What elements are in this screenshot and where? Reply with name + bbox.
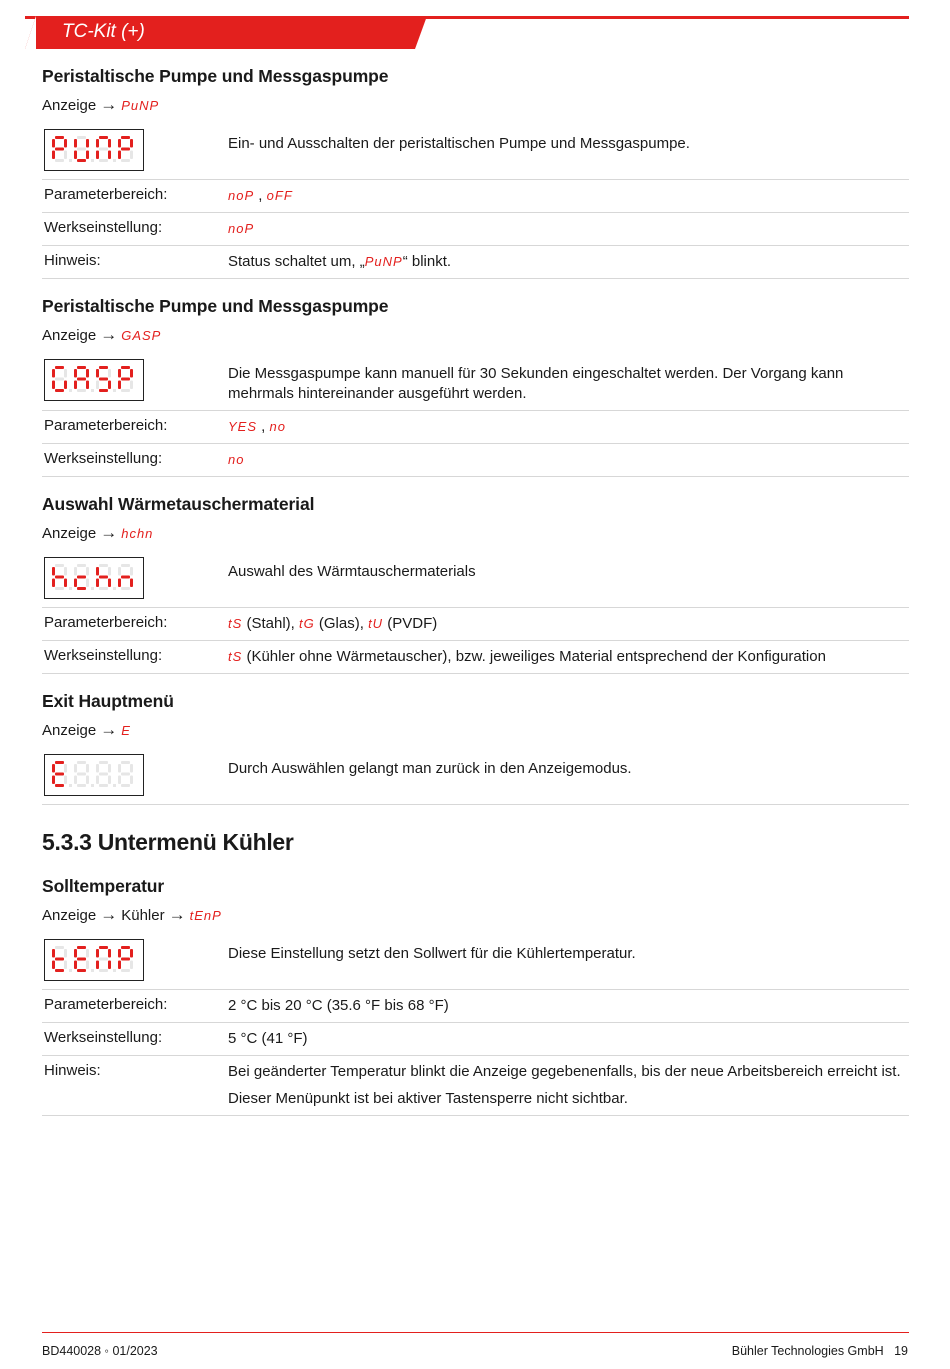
segment [108, 151, 111, 160]
segment [130, 151, 133, 160]
param-row [42, 990, 909, 1023]
segment [77, 946, 86, 949]
note-text: Bei geänderter Temperatur blinkt die Anzeige gegebenenfalls, bis der neue Arbeitsbereich erreicht ist. [228, 1063, 901, 1080]
segment-dot [113, 587, 116, 590]
segment-dot [91, 389, 94, 392]
section-title: Solltemperatur [42, 876, 165, 896]
menu-path [42, 325, 909, 345]
segment [99, 378, 108, 381]
display-row [42, 555, 909, 608]
segment [121, 576, 130, 579]
segment-dot [69, 969, 72, 972]
segment [64, 139, 67, 148]
arrow-right-icon: → [100, 325, 118, 344]
note-text: “ blinkt. [402, 253, 452, 270]
segment [130, 381, 133, 390]
default-value: 5 °C (41 °F) [228, 1030, 308, 1047]
segment [52, 369, 55, 378]
segment-dot [69, 159, 72, 162]
menu-path [42, 720, 909, 740]
segment [77, 576, 86, 579]
segment [55, 969, 64, 972]
segment [52, 949, 55, 958]
segment [55, 761, 64, 764]
segment [130, 949, 133, 958]
param-text: (Stahl), [242, 615, 299, 632]
segment [118, 369, 121, 378]
segment [96, 579, 99, 588]
segment [52, 961, 55, 970]
segment [74, 369, 77, 378]
segment [130, 579, 133, 588]
segment [55, 784, 64, 787]
description: Auswahl des Wärmtauschermaterials [228, 563, 476, 580]
param-value: 2 °C bis 20 °C (35.6 °F bis 68 °F) [228, 997, 449, 1014]
segment [52, 139, 55, 148]
section-title: Peristaltische Pumpe und Messgaspumpe [42, 66, 389, 86]
segment [118, 151, 121, 160]
segment [77, 564, 86, 567]
display-row [42, 937, 909, 990]
section-setpoint [42, 876, 909, 1116]
display-code: E [121, 722, 131, 738]
note-text: Status schaltet um, „ [228, 253, 365, 270]
param-text: (PVDF) [383, 615, 438, 632]
segment [121, 946, 130, 949]
default-value: tS [228, 649, 243, 664]
default-text: (Kühler ohne Wärmetauscher), bzw. jeweiliges Material entsprechend der Konfiguration [242, 648, 826, 665]
param-separator: , [254, 187, 267, 204]
path-prefix: Anzeige [42, 326, 97, 344]
segment [77, 773, 86, 776]
section-exit [42, 691, 909, 805]
param-value: noP [228, 188, 255, 203]
param-label: Parameterbereich: [44, 614, 168, 631]
segment [130, 961, 133, 970]
segment [96, 381, 99, 390]
segment [77, 366, 86, 369]
section-gas-pump [42, 296, 909, 477]
segment [99, 564, 108, 567]
segment [121, 366, 130, 369]
segment [121, 587, 130, 590]
segment [74, 764, 77, 773]
segment [130, 776, 133, 785]
default-label: Werkseinstellung: [44, 1029, 163, 1046]
segment [77, 159, 86, 162]
segment [52, 567, 55, 576]
segment [74, 579, 77, 588]
segment [86, 579, 89, 588]
param-label: Parameterbereich: [44, 417, 168, 434]
description: Die Messgaspumpe kann manuell für 30 Sekunden eingeschaltet werden. Der Vorgang kann mehrmals hintereinander ausgeführt werden. [228, 365, 844, 402]
segment [52, 381, 55, 390]
note-text-2: Dieser Menüpunkt ist bei aktiver Tastensperre nicht sichtbar. [228, 1090, 628, 1107]
segment [99, 946, 108, 949]
segment-dot [69, 587, 72, 590]
segment [108, 369, 111, 378]
segment [108, 579, 111, 588]
segment [86, 949, 89, 958]
segment [108, 764, 111, 773]
segment [99, 148, 108, 151]
segment [96, 764, 99, 773]
arrow-right-icon: → [100, 523, 118, 542]
segment-dot [113, 784, 116, 787]
segment [99, 159, 108, 162]
segment [121, 773, 130, 776]
segment [118, 961, 121, 970]
segment [96, 139, 99, 148]
segment [52, 764, 55, 773]
segment [121, 159, 130, 162]
segment [121, 969, 130, 972]
display-row [42, 357, 909, 411]
segment [55, 148, 64, 151]
segment [74, 151, 77, 160]
segment [55, 773, 64, 776]
segment [99, 366, 108, 369]
segment [99, 773, 108, 776]
path-prefix: Anzeige [42, 524, 97, 542]
segment [74, 776, 77, 785]
seven-segment-display [44, 557, 144, 599]
segment [86, 151, 89, 160]
segment [99, 958, 108, 961]
display-code: hchn [121, 525, 154, 541]
segment [108, 776, 111, 785]
segment [52, 776, 55, 785]
segment [55, 366, 64, 369]
note-label: Hinweis: [44, 252, 101, 269]
segment [55, 958, 64, 961]
segment [99, 761, 108, 764]
segment-dot [69, 389, 72, 392]
seven-segment-display [44, 754, 144, 796]
segment [64, 369, 67, 378]
segment [77, 587, 86, 590]
segment [118, 139, 121, 148]
segment-dot [113, 389, 116, 392]
segment [121, 958, 130, 961]
segment [86, 764, 89, 773]
segment [64, 776, 67, 785]
segment [55, 576, 64, 579]
segment [55, 136, 64, 139]
segment [64, 764, 67, 773]
segment [64, 579, 67, 588]
segment [64, 151, 67, 160]
path-prefix: Anzeige [42, 96, 97, 114]
segment [74, 949, 77, 958]
param-separator: , [257, 418, 270, 435]
segment-dot [91, 784, 94, 787]
seven-segment-display [44, 129, 144, 171]
seven-segment-display [44, 359, 144, 401]
param-row [42, 411, 909, 444]
segment [52, 151, 55, 160]
param-value: tG [298, 616, 315, 631]
segment [86, 381, 89, 390]
section-title: Peristaltische Pumpe und Messgaspumpe [42, 296, 389, 316]
default-label: Werkseinstellung: [44, 647, 163, 664]
page-number: 19 [894, 1344, 908, 1358]
default-row [42, 1023, 909, 1056]
segment [77, 136, 86, 139]
param-row [42, 180, 909, 213]
segment [121, 148, 130, 151]
segment [86, 567, 89, 576]
segment [99, 784, 108, 787]
arrow-right-icon: → [100, 720, 118, 739]
segment [108, 139, 111, 148]
segment [96, 567, 99, 576]
param-label: Parameterbereich: [44, 996, 168, 1013]
segment [52, 579, 55, 588]
segment [118, 381, 121, 390]
segment [74, 567, 77, 576]
arrow-right-icon: → [168, 905, 186, 924]
segment [96, 369, 99, 378]
path-prefix: Anzeige [42, 721, 97, 739]
section-title: Auswahl Wärmetauschermaterial [42, 494, 315, 514]
segment-dot [91, 969, 94, 972]
segment [108, 949, 111, 958]
segment [118, 949, 121, 958]
default-value: noP [228, 221, 255, 236]
segment [99, 136, 108, 139]
note-row [42, 1056, 909, 1116]
segment [55, 946, 64, 949]
segment [74, 139, 77, 148]
segment [77, 969, 86, 972]
display-code: GASP [121, 327, 162, 343]
param-label: Parameterbereich: [44, 186, 168, 203]
footer-doc-id: BD440028 ◦ 01/2023 [42, 1344, 158, 1358]
segment [118, 776, 121, 785]
param-value: tU [368, 616, 384, 631]
segment [64, 381, 67, 390]
segment [121, 761, 130, 764]
display-code: PuNP [121, 97, 160, 113]
segment [74, 961, 77, 970]
section-pump [42, 66, 909, 279]
segment [121, 389, 130, 392]
menu-path [42, 523, 909, 543]
display-row [42, 752, 909, 805]
segment [77, 148, 86, 151]
param-text: (Glas), [314, 615, 369, 632]
segment-dot [69, 784, 72, 787]
segment [118, 567, 121, 576]
segment [64, 949, 67, 958]
segment [130, 369, 133, 378]
segment [121, 136, 130, 139]
default-label: Werkseinstellung: [44, 219, 163, 236]
segment-dot [91, 159, 94, 162]
segment [99, 969, 108, 972]
section-heat-exchanger [42, 494, 909, 674]
segment [86, 369, 89, 378]
display-row [42, 127, 909, 180]
segment [77, 761, 86, 764]
header-title: TC-Kit (+) [62, 21, 145, 42]
note-code: PuNP [364, 254, 403, 269]
segment [99, 576, 108, 579]
segment [99, 587, 108, 590]
footer-right [732, 1344, 908, 1358]
segment [55, 389, 64, 392]
default-row [42, 213, 909, 246]
subchapter-heading: 5.3.3 Untermenü Kühler [42, 829, 294, 855]
segment [77, 958, 86, 961]
note-label: Hinweis: [44, 1062, 101, 1079]
segment [77, 389, 86, 392]
segment [74, 381, 77, 390]
default-row [42, 641, 909, 674]
menu-path [42, 95, 909, 115]
segment [108, 567, 111, 576]
param-value: oFF [266, 188, 293, 203]
page-header [25, 16, 909, 50]
segment [130, 764, 133, 773]
description: Diese Einstellung setzt den Sollwert für die Kühlertemperatur. [228, 945, 636, 962]
param-value: tS [228, 616, 243, 631]
segment [130, 567, 133, 576]
segment [86, 139, 89, 148]
default-row [42, 444, 909, 477]
segment-dot [113, 969, 116, 972]
footer-rule [42, 1332, 909, 1333]
arrow-right-icon: → [100, 905, 118, 924]
segment [55, 378, 64, 381]
param-value: YES [228, 419, 258, 434]
seven-segment-display [44, 939, 144, 981]
segment [121, 378, 130, 381]
path-prefix: Anzeige [42, 906, 97, 924]
description: Ein- und Ausschalten der peristaltischen Pumpe und Messgaspumpe. [228, 135, 690, 152]
segment [118, 579, 121, 588]
note-row [42, 246, 909, 279]
segment [96, 151, 99, 160]
segment [121, 564, 130, 567]
segment [86, 776, 89, 785]
segment [118, 764, 121, 773]
segment [99, 389, 108, 392]
segment [96, 949, 99, 958]
segment [108, 961, 111, 970]
segment [55, 159, 64, 162]
segment [55, 564, 64, 567]
param-row [42, 608, 909, 641]
footer-company: Bühler Technologies GmbH [731, 1344, 884, 1358]
segment [86, 961, 89, 970]
segment [121, 784, 130, 787]
segment [55, 587, 64, 590]
segment-dot [113, 159, 116, 162]
segment [108, 381, 111, 390]
page-content [42, 62, 909, 1133]
param-value: no [269, 419, 286, 434]
default-label: Werkseinstellung: [44, 450, 163, 467]
segment [96, 961, 99, 970]
path-mid: Kühler [121, 906, 165, 924]
menu-path [42, 905, 909, 925]
segment [64, 567, 67, 576]
segment [77, 784, 86, 787]
segment [130, 139, 133, 148]
segment [96, 776, 99, 785]
display-code: tEnP [189, 907, 222, 923]
segment [64, 961, 67, 970]
arrow-right-icon: → [100, 95, 118, 114]
segment [77, 378, 86, 381]
default-value: no [228, 452, 245, 467]
description: Durch Auswählen gelangt man zurück in den Anzeigemodus. [228, 760, 632, 777]
segment-dot [91, 587, 94, 590]
section-title: Exit Hauptmenü [42, 691, 174, 711]
